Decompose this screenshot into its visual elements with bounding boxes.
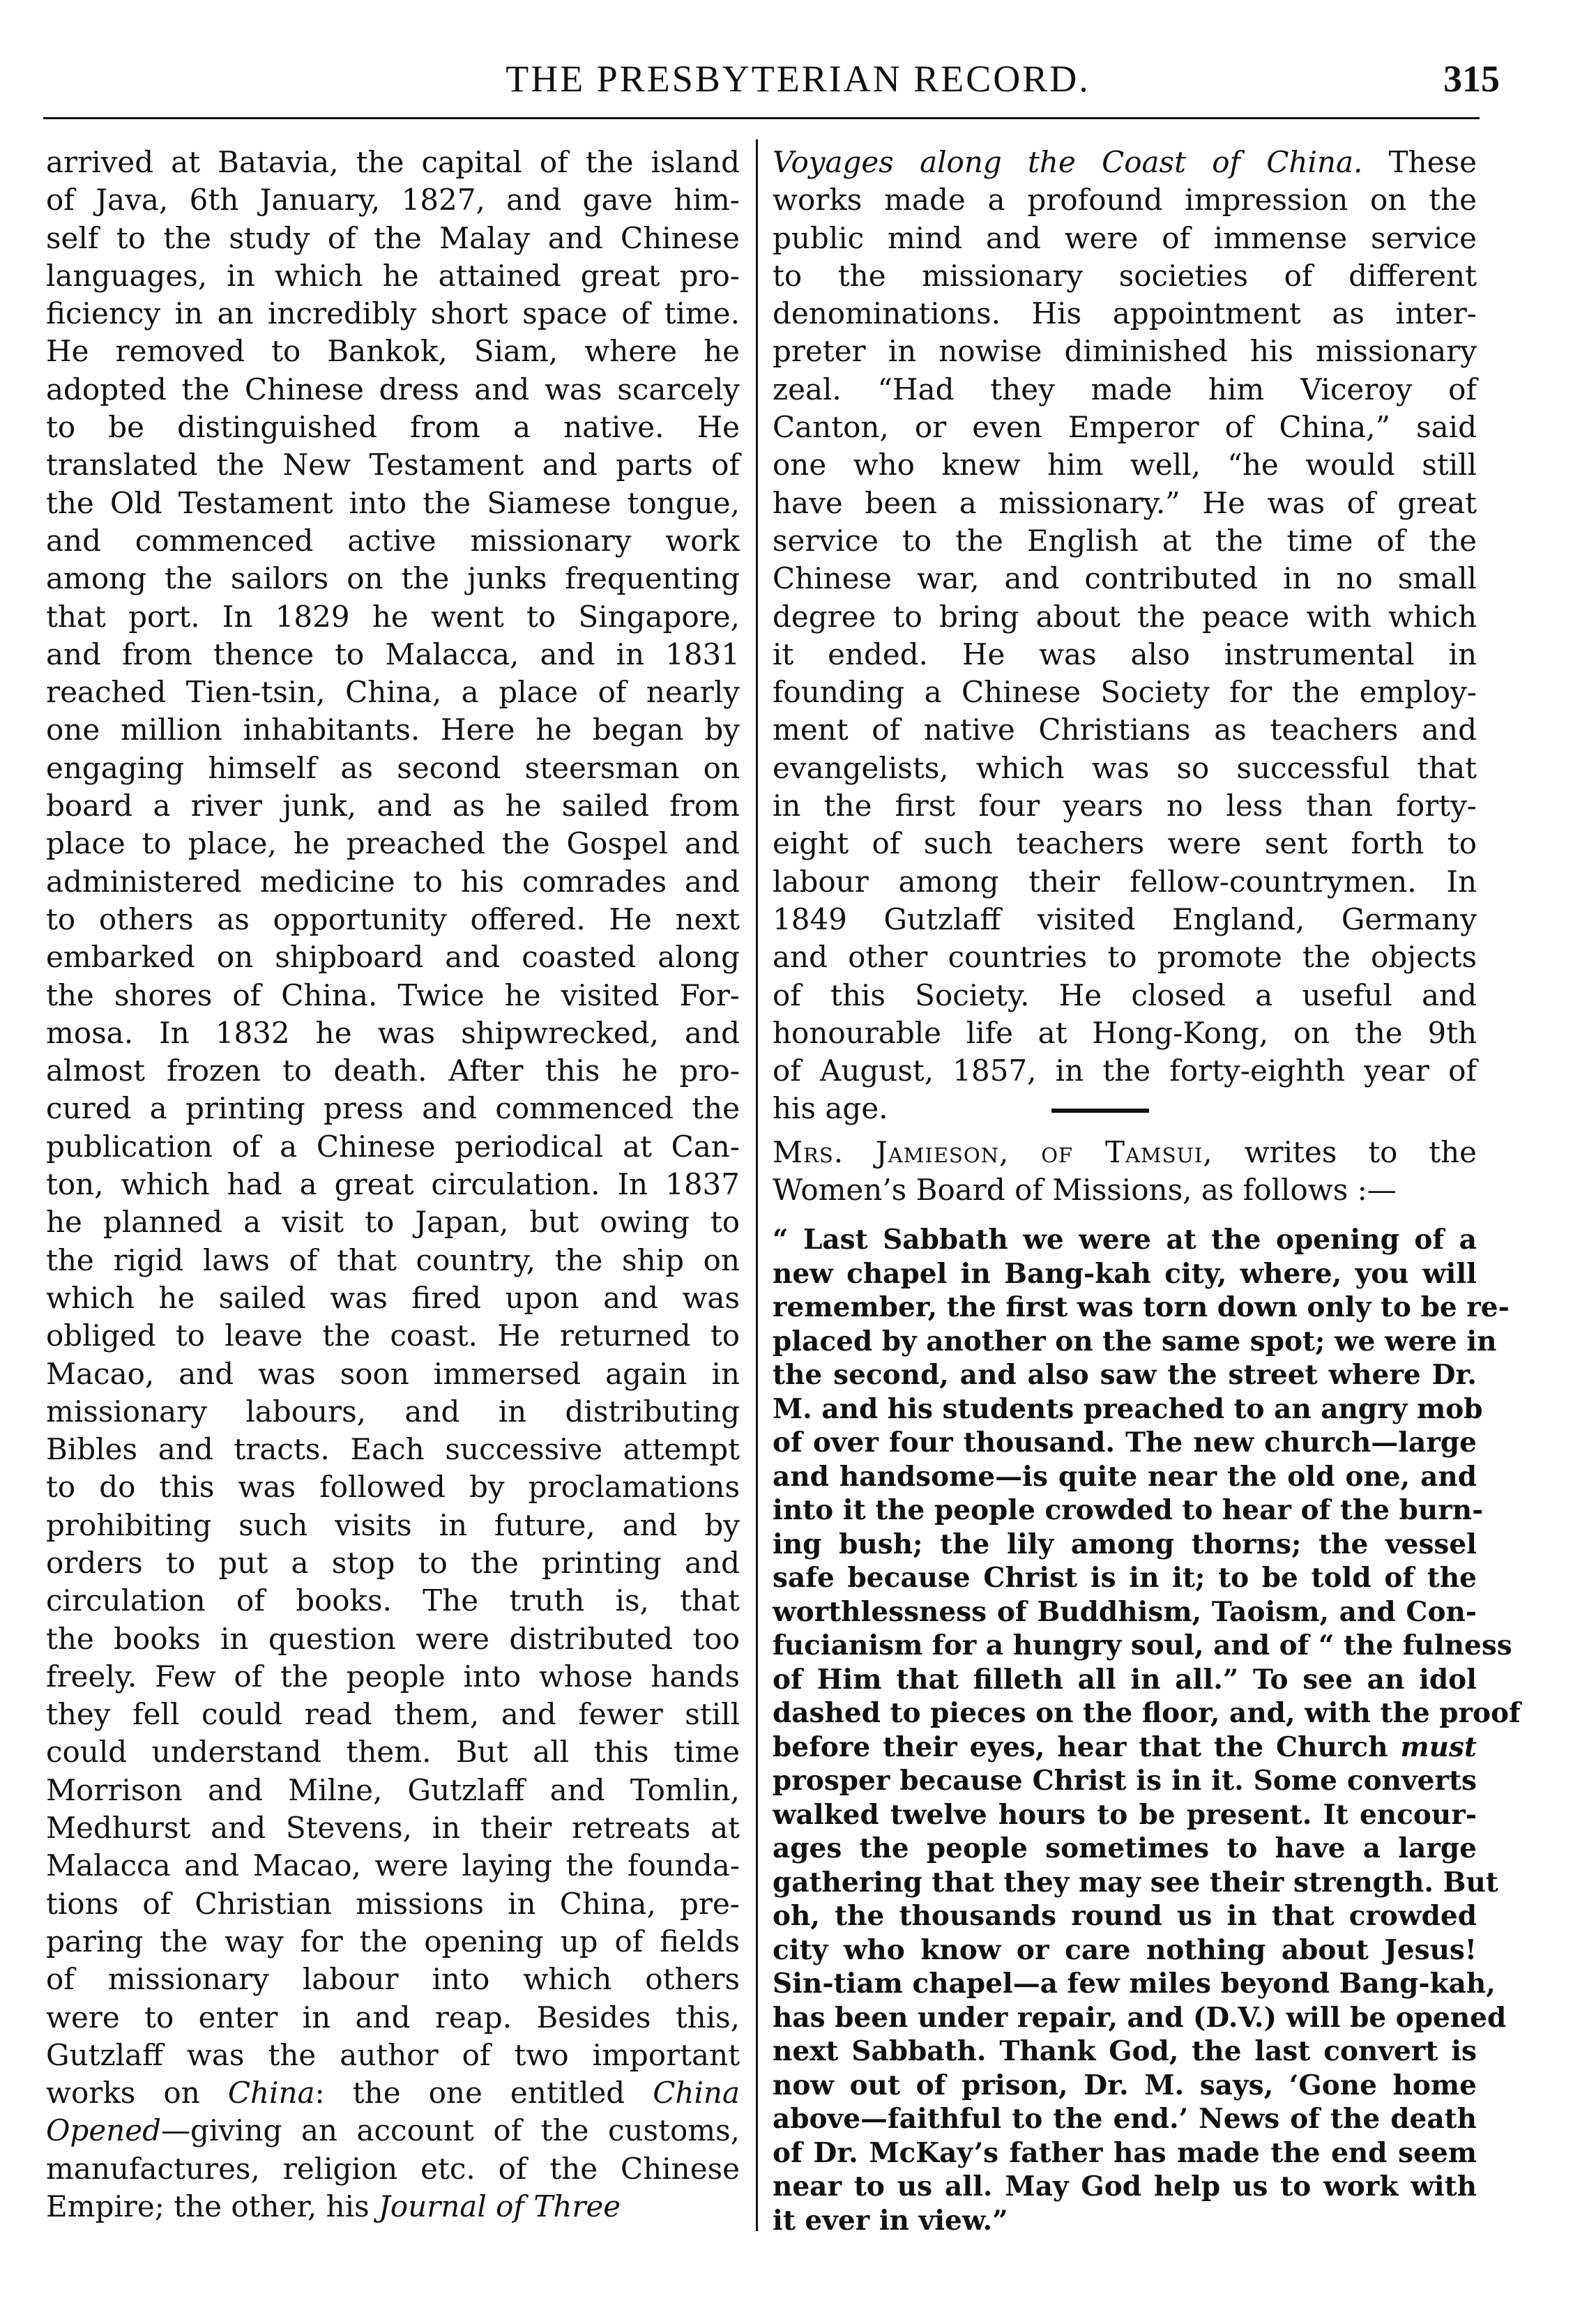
text-line: have been a missionary.” He was of great [773, 485, 1477, 520]
text-line: the rigid laws of that country, the ship on [46, 1242, 740, 1277]
text-line: reached Tien-tsin, China, a place of nearly [46, 675, 740, 710]
text-line: and other countries to promote the objects [773, 940, 1477, 975]
text-line: city who know or care nothing about Jesus! [773, 1933, 1477, 1966]
text-line: to be distinguished from a native. He [46, 410, 740, 445]
text-line: walked twelve hours to be present. It encour- [773, 1798, 1477, 1831]
text-line: placed by another on the same spot; we were in [773, 1325, 1497, 1357]
text-line: Opened—giving an account of the customs, [46, 2113, 740, 2148]
text-line: and handsome—is quite near the old one, and [773, 1460, 1477, 1493]
column-divider [756, 139, 758, 2231]
text-line: languages, in which he attained great pro- [46, 258, 740, 293]
text-line: Voyages along the Coast of China. These [773, 145, 1477, 179]
text-line: one who knew him well, “he would still [773, 448, 1477, 482]
text-line: the Old Testament into the Siamese tongue, [46, 485, 740, 520]
text-line: could understand them. But all this time [46, 1735, 740, 1770]
section-separator [1051, 1109, 1149, 1113]
text-line: “ Last Sabbath we were at the opening of a [773, 1224, 1477, 1256]
text-line: ficiency in an incredibly short space of time. [46, 296, 740, 331]
text-line: evangelists, which was so successful that [773, 750, 1477, 785]
text-line: of Java, 6th January, 1827, and gave him- [46, 183, 740, 218]
text-line: service to the English at the time of the [773, 523, 1477, 558]
text-line: engaging himself as second steersman on [46, 750, 740, 785]
notice-line-2: Women’s Board of Missions, as follows :— [773, 1173, 1397, 1208]
text-line: of missionary labour into which others [46, 1962, 740, 1997]
text-line: ages the people sometimes to have a large [773, 1832, 1477, 1865]
text-line: obliged to leave the coast. He returned to [46, 1318, 740, 1353]
page-header [0, 0, 1596, 132]
text-line: near to us all. May God help us to work with [773, 2170, 1477, 2203]
text-line: prohibiting such visits in future, and by [46, 1507, 740, 1542]
text-line: Sin-tiam chapel—a few miles beyond Bang-kah, [773, 1968, 1496, 2000]
text-line: publication of a Chinese periodical at Can- [46, 1129, 740, 1164]
text-line: eight of such teachers were sent forth to [773, 826, 1477, 861]
text-line: adopted the Chinese dress and was scarcely [46, 372, 740, 406]
text-line: has been under repair, and (D.V.) will be opened [773, 2001, 1507, 2034]
text-line: it ended. He was also instrumental in [773, 637, 1477, 671]
text-line: of Him that filleth all in all.” To see an idol [773, 1663, 1477, 1696]
running-title: THE PRESBYTERIAN RECORD. [506, 58, 1090, 100]
text-line: that port. In 1829 he went to Singapore, [46, 599, 740, 634]
text-line: his age. [773, 1091, 888, 1126]
text-line: administered medicine to his comrades and [46, 864, 740, 899]
text-line: ton, which had a great circulation. In 1837 [46, 1167, 740, 1202]
text-line: cured a printing press and commenced the [46, 1091, 740, 1126]
text-line: embarked on shipboard and coasted along [46, 940, 740, 975]
text-line: to do this was followed by proclamations [46, 1470, 740, 1505]
text-line: labour among their fellow-countrymen. In [773, 864, 1477, 899]
text-line: honourable life at Hong-Kong, on the 9th [773, 1015, 1477, 1050]
text-line: Gutzlaff was the author of two important [46, 2037, 740, 2072]
text-line: paring the way for the opening up of fields [46, 1924, 740, 1959]
text-line: of over four thousand. The new church—large [773, 1427, 1477, 1459]
text-line: He removed to Bankok, Siam, where he [46, 334, 740, 369]
text-line: works on China: the one entitled China [46, 2076, 740, 2111]
text-line: Morrison and Milne, Gutzlaff and Tomlin, [46, 1772, 740, 1807]
text-line: M. and his students preached to an angry mob [773, 1392, 1483, 1425]
text-line: prosper because Christ is in it. Some converts [773, 1765, 1477, 1797]
text-line: board a river junk, and as he sailed from [46, 789, 740, 823]
text-line: Malacca and Macao, were laying the founda- [46, 1848, 740, 1883]
text-line: Chinese war, and contributed in no small [773, 561, 1477, 596]
text-line: above—faithful to the end.’ News of the death [773, 2103, 1477, 2136]
text-line: next Sabbath. Thank God, the last convert is [773, 2035, 1477, 2068]
text-line: denominations. His appointment as inter- [773, 296, 1477, 331]
text-line: new chapel in Bang-kah city, where, you will [773, 1257, 1477, 1290]
text-line: Canton, or even Emperor of China,” said [773, 410, 1477, 445]
text-line: ment of native Christians as teachers and [773, 713, 1477, 747]
text-line: remember, the first was torn down only to be re- [773, 1291, 1510, 1324]
text-line: and from thence to Malacca, and in 1831 [46, 637, 740, 671]
text-line: now out of prison, Dr. M. says, ‘Gone home [773, 2069, 1477, 2101]
text-line: oh, the thousands round us in that crowded [773, 1900, 1477, 1933]
text-line: ing bush; the lily among thorns; the vessel [773, 1528, 1477, 1560]
text-line: Medhurst and Stevens, in their retreats at [46, 1811, 740, 1846]
text-line: missionary labours, and in distributing [46, 1394, 740, 1429]
text-line: manufactures, religion etc. of the Chinese [46, 2151, 740, 2186]
text-line: self to the study of the Malay and Chinese [46, 220, 740, 255]
text-line: the books in question were distributed too [46, 1621, 740, 1656]
text-line: 1849 Gutzlaff visited England, Germany [773, 902, 1477, 936]
text-line: one million inhabitants. Here he began by [46, 713, 740, 747]
text-line: dashed to pieces on the floor, and, with the proof [773, 1697, 1521, 1730]
text-line: preter in nowise diminished his missionary [773, 334, 1477, 369]
text-line: which he sailed was fired upon and was [46, 1280, 740, 1315]
article-text-left [46, 144, 740, 2226]
text-line: fucianism for a hungry soul, and of “ the fulness [773, 1629, 1512, 1662]
left-column [46, 144, 740, 2226]
text-line: Empire; the other, his Journal of Three [46, 2189, 621, 2224]
header-rule [43, 117, 1480, 119]
text-line: of August, 1857, in the forty-eighth year of [773, 1054, 1477, 1088]
text-line: place to place, he preached the Gospel and [46, 826, 740, 861]
text-line: works made a profound impression on the [773, 183, 1477, 218]
right-column [773, 144, 1521, 2237]
letter-text [773, 1223, 1521, 2237]
text-line: founding a Chinese Society for the employ- [773, 675, 1477, 710]
notice-name: Mrs. Jamieson, of Tamsui, [773, 1134, 1213, 1169]
text-line: to others as opportunity offered. He next [46, 902, 740, 936]
text-line: zeal. “Had they made him Viceroy of [773, 372, 1477, 406]
text-line: before their eyes, hear that the Church must [773, 1731, 1477, 1763]
text-line: into it the people crowded to hear of the burn- [773, 1494, 1484, 1527]
text-line: of this Society. He closed a useful and [773, 978, 1477, 1012]
notice-rest: writes to the [1213, 1134, 1477, 1169]
text-line: arrived at Batavia, the capital of the island [46, 145, 740, 179]
text-line: and commenced active missionary work [46, 523, 740, 558]
text-line: gathering that they may see their strength. But [773, 1866, 1498, 1899]
text-line: translated the New Testament and parts of [46, 448, 740, 482]
page-number: 315 [1443, 58, 1500, 100]
notice-paragraph [773, 1134, 1477, 1210]
text-line: Macao, and was soon immersed again in [46, 1356, 740, 1391]
text-line: he planned a visit to Japan, but owing to [46, 1205, 740, 1240]
text-line: Bibles and tracts. Each successive attempt [46, 1432, 740, 1467]
text-line: among the sailors on the junks frequenting [46, 561, 740, 596]
article-text-right [773, 144, 1477, 1128]
text-line: of Dr. McKay’s father has made the end seem [773, 2136, 1477, 2169]
text-line: almost frozen to death. After this he pro- [46, 1054, 740, 1088]
text-line: in the first four years no less than forty- [773, 789, 1477, 823]
text-line: degree to bring about the peace with which [773, 599, 1477, 634]
text-line: safe because Christ is in it; to be told of the [773, 1562, 1477, 1595]
text-line: the second, and also saw the street where Dr. [773, 1359, 1477, 1392]
text-line: mosa. In 1832 he was shipwrecked, and [46, 1015, 740, 1050]
text-line: they fell could read them, and fewer still [46, 1697, 740, 1732]
text-line: orders to put a stop to the printing and [46, 1545, 740, 1580]
text-line: the shores of China. Twice he visited For- [46, 978, 740, 1012]
text-line: freely. Few of the people into whose hands [46, 1659, 740, 1694]
text-line: tions of Christian missions in China, pre- [46, 1886, 740, 1921]
text-line: to the missionary societies of different [773, 258, 1477, 293]
text-line: circulation of books. The truth is, that [46, 1583, 740, 1618]
text-line: it ever in view.” [773, 2204, 1008, 2237]
text-line: public mind and were of immense service [773, 220, 1477, 255]
text-line: were to enter in and reap. Besides this, [46, 2000, 740, 2035]
text-line: worthlessness of Buddhism, Taoism, and Con- [773, 1595, 1477, 1628]
